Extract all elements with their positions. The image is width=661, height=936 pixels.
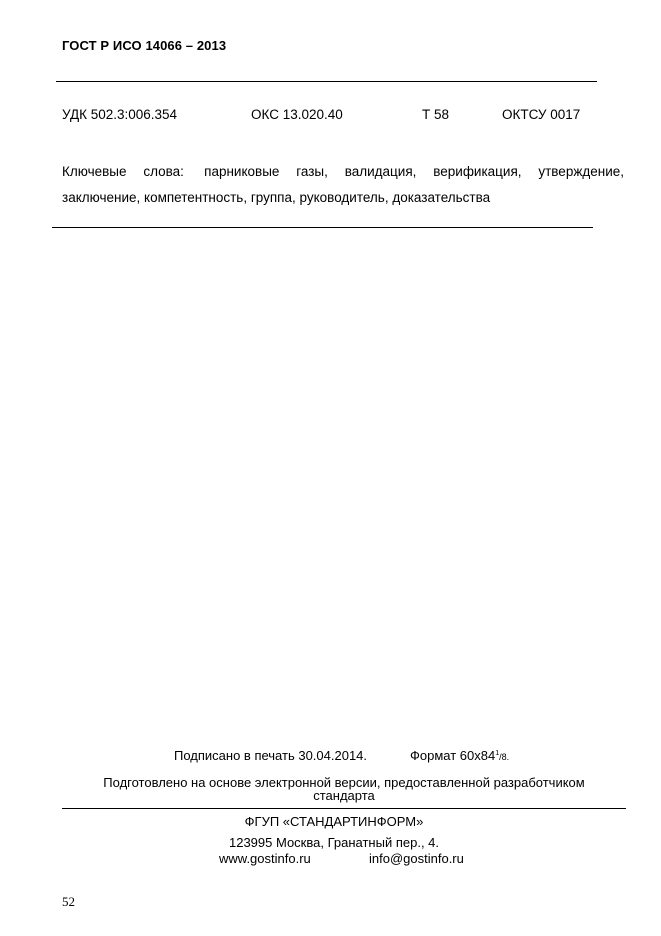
prepared-line-1: Подготовлено на основе электронной версии, предоставленной разработчиком — [103, 775, 585, 790]
publisher-divider — [62, 808, 626, 809]
format-fraction-numerator: 1 — [495, 750, 500, 757]
keywords-divider — [52, 227, 593, 228]
oktsu-code: ОКТСУ 0017 — [502, 107, 581, 122]
t-code: Т 58 — [422, 107, 450, 122]
keywords-label: Ключевые слова: — [62, 164, 184, 179]
publisher-address: 123995 Москва, Гранатный пер., 4. — [228, 835, 440, 850]
prepared-line-2: стандарта — [313, 788, 375, 803]
keywords-text: парниковые газы, валидация, верификация, утверждение, заключение, компетентность, группа, руководитель, доказательства — [62, 164, 624, 205]
header-divider — [56, 81, 597, 82]
email-link[interactable]: info@gostinfo.ru — [369, 851, 464, 866]
publisher-name: ФГУП «СТАНДАРТИНФОРМ» — [244, 814, 424, 829]
keywords-paragraph — [62, 159, 624, 211]
signed-date: Подписано в печать 30.04.2014. — [174, 748, 368, 763]
website-link[interactable]: www.gostinfo.ru — [219, 851, 311, 866]
oks-code: ОКС 13.020.40 — [251, 107, 343, 122]
format-prefix: Формат 60x84 — [410, 748, 496, 763]
print-format — [410, 748, 509, 763]
page-number: 52 — [62, 894, 75, 909]
standard-id-header: ГОСТ Р ИСО 14066 – 2013 — [62, 38, 227, 53]
udk-code: УДК 502.3:006.354 — [62, 107, 178, 122]
prepared-note — [62, 776, 626, 802]
format-fraction-denominator: /8. — [499, 752, 510, 762]
